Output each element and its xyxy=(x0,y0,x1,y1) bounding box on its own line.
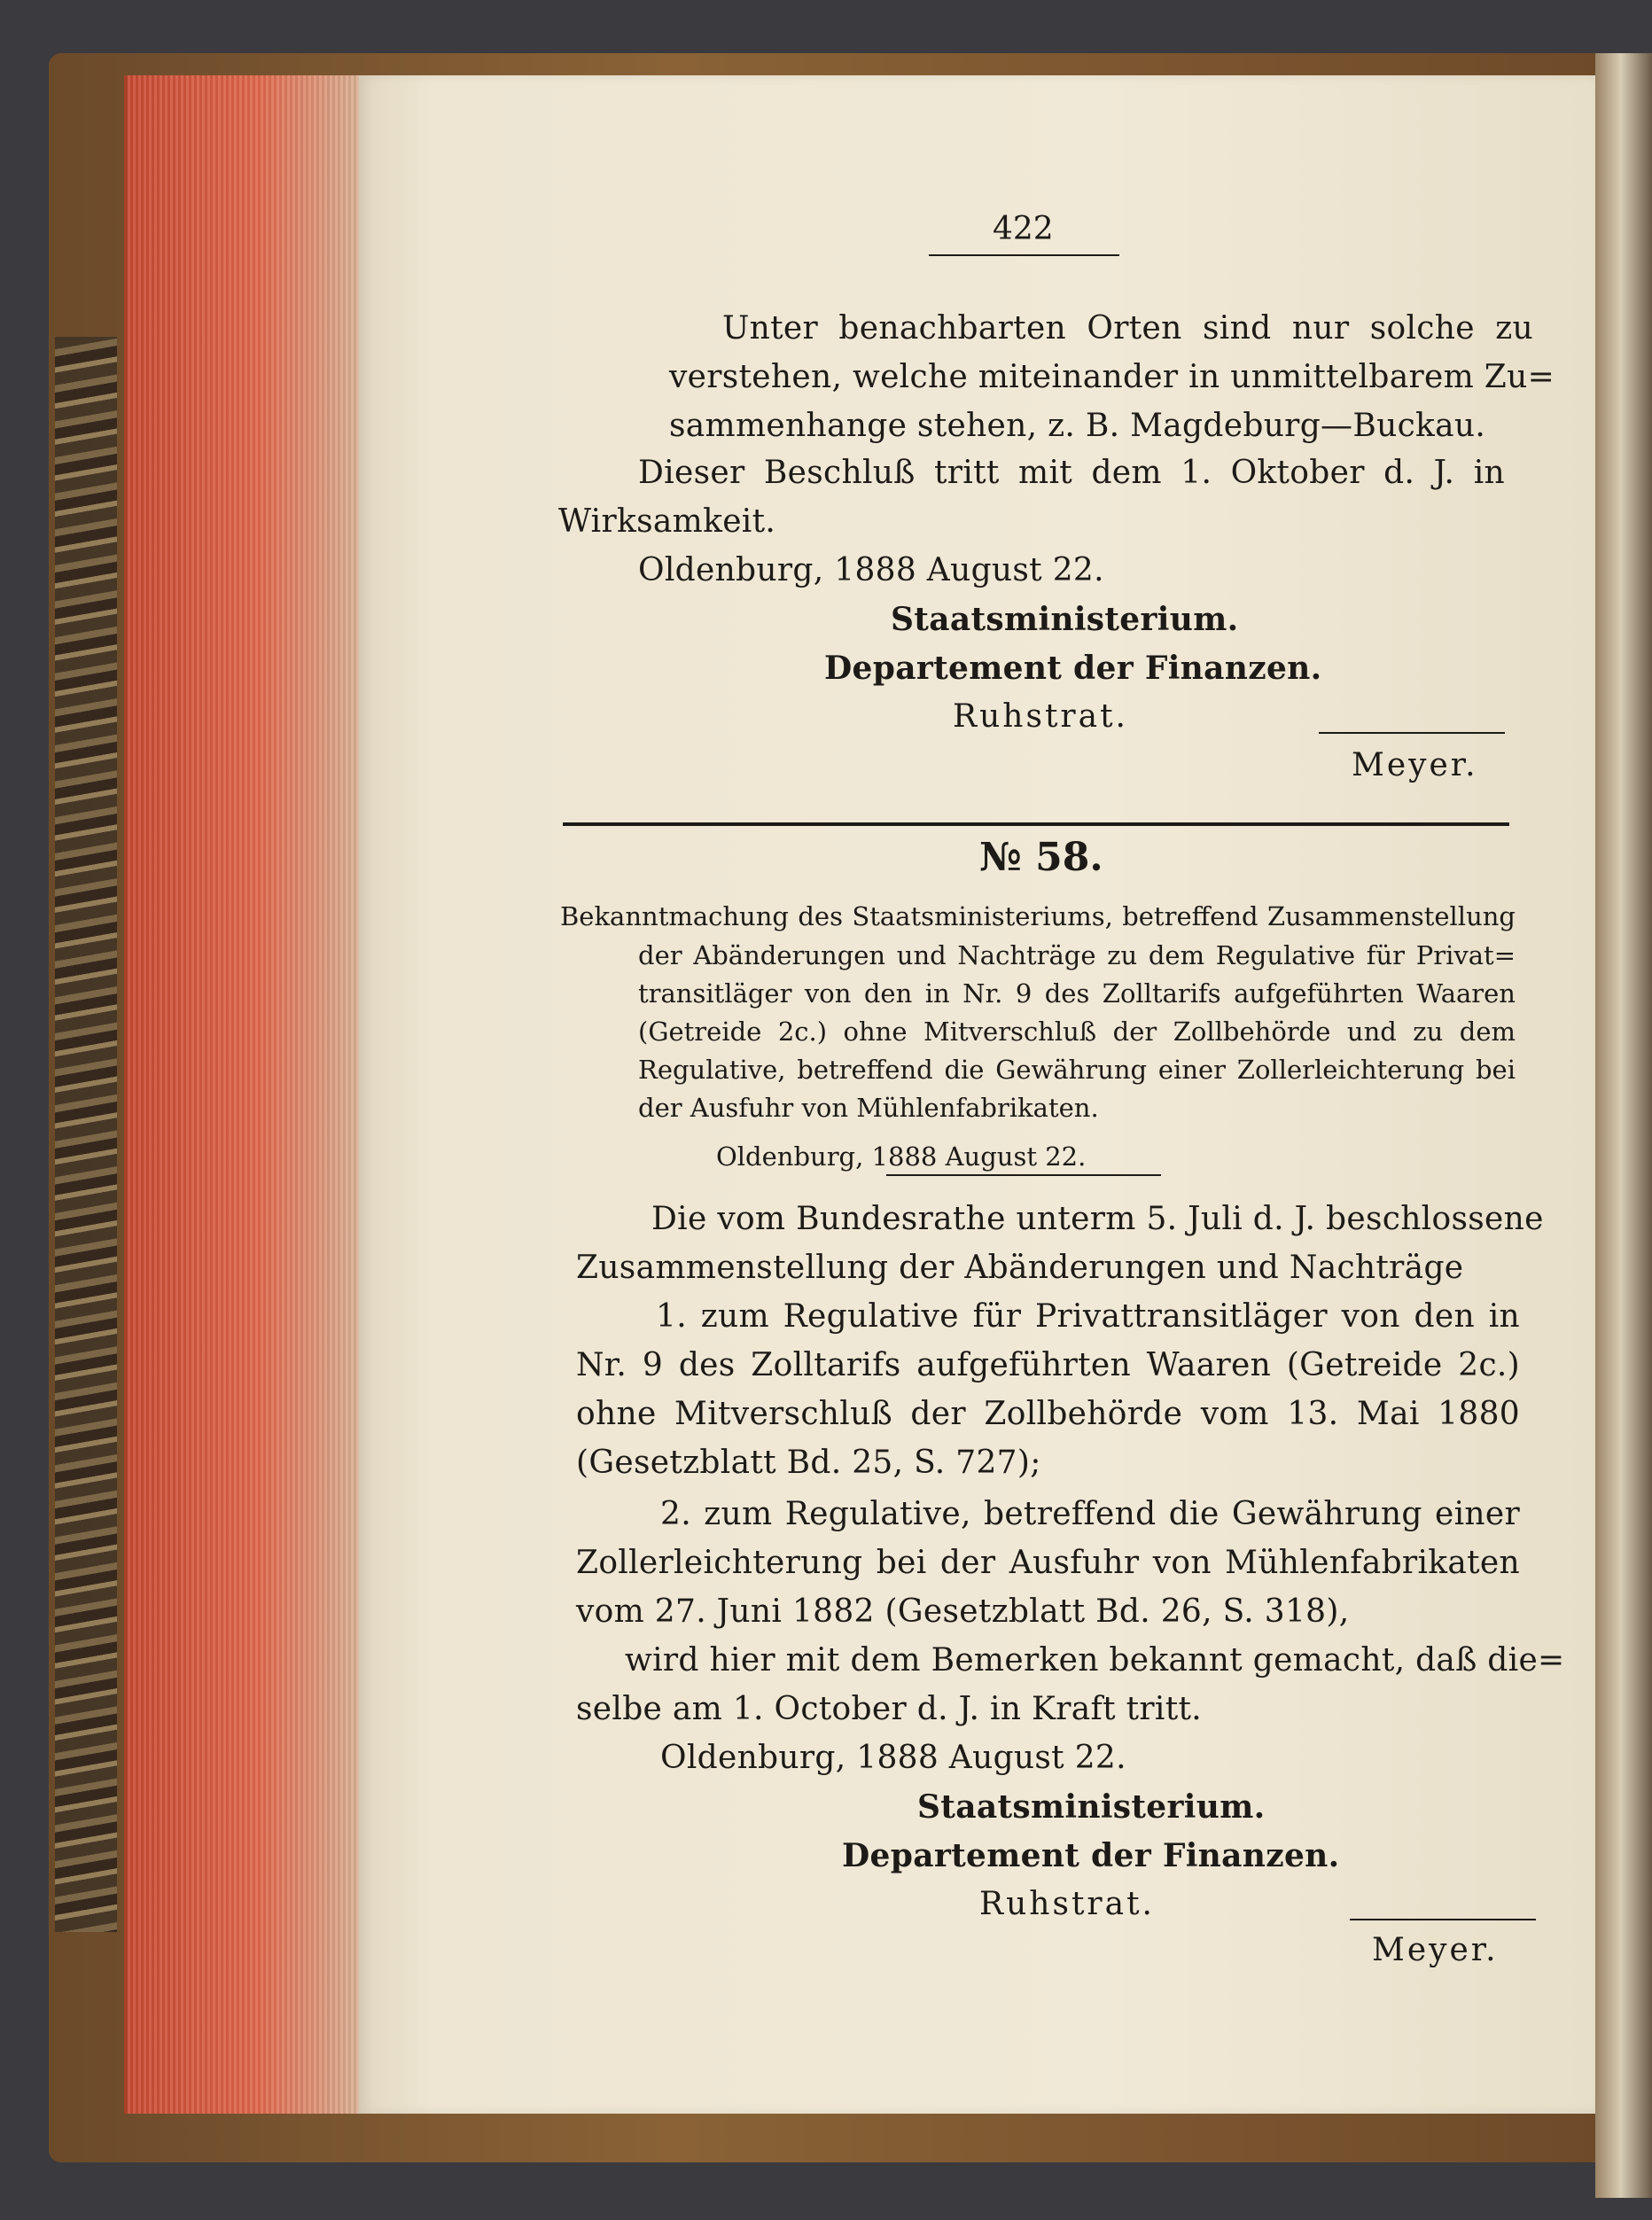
date-line: Oldenburg, 1888 August 22. xyxy=(660,1740,1126,1776)
text-line: Dieser Beschluß tritt mit dem 1. Oktober d. J. in xyxy=(638,455,1505,491)
summary-line: der Abänderungen und Nachträge zu dem Regulative für Privat= xyxy=(638,940,1516,970)
summary-line: (Getreide 2c.) ohne Mitverschluß der Zollbehörde und zu dem xyxy=(638,1017,1516,1047)
body-line: Zusammenstellung der Abänderungen und Nachträge xyxy=(576,1250,1464,1286)
summary-line: Regulative, betreffend die Gewährung einer Zollerleichterung bei xyxy=(638,1055,1516,1085)
signer-meyer: Meyer. xyxy=(1372,1932,1499,1968)
section-divider xyxy=(563,822,1509,826)
text-line: Unter benachbarten Orten sind nur solche zu xyxy=(722,310,1533,347)
signature-rule xyxy=(1319,732,1505,734)
page-gutter xyxy=(1595,53,1652,2198)
text-line: Wirksamkeit. xyxy=(558,503,776,540)
body-line: (Gesetzblatt Bd. 25, S. 727); xyxy=(576,1445,1041,1481)
signature-rule xyxy=(1350,1919,1536,1920)
body-line: selbe am 1. October d. J. in Kraft tritt. xyxy=(576,1691,1203,1727)
summary-line: Bekanntmachung des Staatsministeriums, betreffend Zusammenstellung xyxy=(560,901,1516,931)
summary-rule xyxy=(886,1174,1161,1176)
body-line: vom 27. Juni 1882 (Gesetzblatt Bd. 26, S. 318), xyxy=(576,1593,1350,1630)
signer-ruhstrat: Ruhstrat. xyxy=(979,1886,1155,1922)
body-line: ohne Mitverschluß der Zollbehörde vom 13. Mai 1880 xyxy=(576,1396,1520,1432)
page-edges xyxy=(124,75,367,2114)
summary-line: transitläger von den in Nr. 9 des Zolltarifs aufgeführten Waaren xyxy=(638,978,1516,1009)
signer-meyer: Meyer. xyxy=(1352,747,1478,783)
ministry-title: Staatsministerium. xyxy=(917,1788,1266,1826)
body-line: 2. zum Regulative, betreffend die Gewährung einer xyxy=(660,1496,1520,1532)
department-title: Departement der Finanzen. xyxy=(824,650,1322,687)
marbled-cover-edge xyxy=(55,337,117,1932)
summary-line: der Ausfuhr von Mühlenfabrikaten. xyxy=(638,1093,1099,1123)
date-line: Oldenburg, 1888 August 22. xyxy=(638,552,1104,588)
body-line: wird hier mit dem Bemerken bekannt gemacht, daß die= xyxy=(625,1642,1565,1679)
body-line: Die vom Bundesrathe unterm 5. Juli d. J. beschlossene xyxy=(651,1201,1544,1237)
body-line: Nr. 9 des Zolltarifs aufgeführten Waaren (Getreide 2c.) xyxy=(576,1347,1520,1383)
ministry-title: Staatsministerium. xyxy=(891,601,1239,638)
body-line: 1. zum Regulative für Privattransitläger von den in xyxy=(656,1298,1520,1335)
summary-date: Oldenburg, 1888 August 22. xyxy=(716,1141,1087,1172)
signer-ruhstrat: Ruhstrat. xyxy=(953,698,1128,735)
department-title: Departement der Finanzen. xyxy=(842,1837,1340,1874)
page-number: 422 xyxy=(993,211,1054,247)
text-line: verstehen, welche miteinander in unmittelbarem Zu= xyxy=(669,359,1555,395)
header-rule xyxy=(929,254,1119,256)
text-line: sammenhange stehen, z. B. Magdeburg—Buckau. xyxy=(669,408,1486,444)
body-line: Zollerleichterung bei der Ausfuhr von Mühlenfabrikaten xyxy=(576,1545,1520,1581)
section-number: № 58. xyxy=(979,835,1103,880)
